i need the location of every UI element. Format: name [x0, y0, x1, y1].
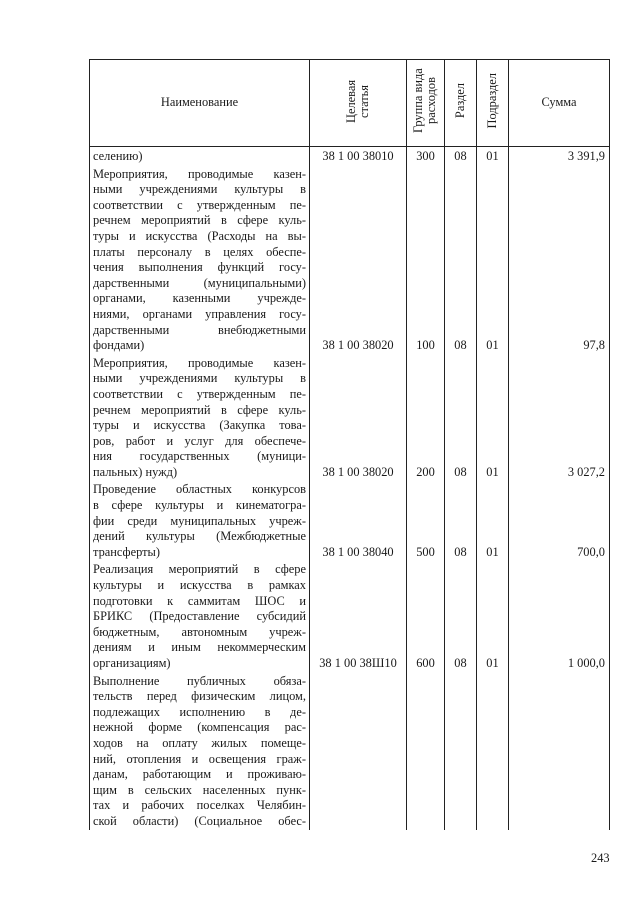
row-expense-group-value: 500	[416, 544, 435, 559]
row-subsection-value: 01	[486, 338, 499, 353]
header-expense-group: Группа вида расходов	[407, 60, 445, 147]
row-name-line: чения выполнения функций госу-	[93, 260, 306, 275]
row-expense-group	[407, 672, 445, 830]
row-subsection	[477, 672, 509, 830]
row-name-line: бюджетным, автономным учреж-	[93, 624, 306, 639]
row-name	[90, 165, 310, 354]
row-section	[445, 480, 477, 560]
row-expense-group-value: 300	[416, 149, 435, 163]
row-name-line: подлежащих исполнению в де-	[93, 704, 306, 719]
row-sum-value: 97,8	[583, 338, 605, 353]
row-name-line: БРИКС (Предоставление субсидий	[93, 609, 306, 624]
row-section	[445, 672, 477, 830]
row-expense-group	[407, 147, 445, 165]
header-section: Раздел	[445, 60, 477, 147]
row-article	[310, 560, 407, 671]
row-article-value: 38 1 00 38040	[322, 544, 394, 559]
row-name-line: фии среди муниципальных учреж-	[93, 513, 306, 528]
row-name-line: пальных) нужд)	[93, 464, 178, 479]
row-sum-value: 3 027,2	[567, 464, 605, 479]
header-article: Целевая статья	[310, 60, 407, 147]
row-name-line: Реализация мероприятий в сфере	[93, 562, 306, 577]
row-name-line: Мероприятия, проводимые казен-	[93, 166, 306, 181]
row-subsection	[477, 165, 509, 354]
row-name-line: ными учреждениями культуры в	[93, 182, 306, 197]
row-subsection	[477, 480, 509, 560]
row-sum-value: 700,0	[577, 544, 605, 559]
row-name-line: Проведение областных конкурсов	[93, 482, 306, 497]
row-name-line: ными учреждениями культуры в	[93, 371, 306, 386]
row-sum	[509, 560, 610, 671]
table-body	[90, 147, 610, 830]
row-expense-group	[407, 560, 445, 671]
row-name-line: платы персоналу в целях обеспе-	[93, 244, 306, 259]
row-name-line: Мероприятия, проводимые казен-	[93, 355, 306, 370]
row-section-value: 08	[454, 464, 467, 479]
row-expense-group	[407, 354, 445, 481]
row-section-value: 08	[454, 338, 467, 353]
row-section	[445, 147, 477, 165]
row-name-line: ниями, органами управления госу-	[93, 306, 306, 321]
row-name-line: культуры и искусства в рамках	[93, 578, 306, 593]
row-article-value: 38 1 00 38010	[322, 149, 394, 163]
row-sum-value: 1 000,0	[567, 656, 605, 670]
table-row	[90, 147, 610, 165]
row-name-line: в сфере культуры и кинематогра-	[93, 498, 306, 513]
row-section	[445, 560, 477, 671]
row-section-value: 08	[454, 544, 467, 559]
row-article	[310, 147, 407, 165]
row-sum	[509, 165, 610, 354]
row-section	[445, 165, 477, 354]
row-subsection	[477, 354, 509, 481]
row-name-line: Выполнение публичных обяза-	[93, 673, 306, 688]
row-name-line: ходов на оплату жилых помеще-	[93, 735, 306, 750]
row-sum	[509, 147, 610, 165]
header-subsection: Подраздел	[477, 60, 509, 147]
row-name	[90, 560, 310, 671]
table-row	[90, 354, 610, 481]
row-subsection-value: 01	[486, 656, 499, 670]
row-subsection	[477, 560, 509, 671]
row-name-line: речнем мероприятий в сфере куль-	[93, 213, 306, 228]
row-name	[90, 147, 310, 165]
row-name-line: дениям и иным некоммерческим	[93, 640, 306, 655]
row-name-line: фондами)	[93, 338, 145, 353]
row-subsection-value: 01	[486, 149, 499, 163]
row-name-line: соответствии с утвержденным пе-	[93, 197, 306, 212]
row-name-line: селению)	[93, 149, 143, 163]
row-name-line: тельств перед физическим лицом,	[93, 689, 306, 704]
row-expense-group-value: 100	[416, 338, 435, 353]
row-subsection-value: 01	[486, 544, 499, 559]
row-section-value: 08	[454, 149, 467, 163]
row-name-line: трансферты)	[93, 544, 160, 559]
row-name-line: данам, работающим и проживаю-	[93, 767, 306, 782]
table-row	[90, 165, 610, 354]
row-article-value: 38 1 00 38Ш10	[319, 656, 397, 670]
row-expense-group	[407, 165, 445, 354]
table-row	[90, 480, 610, 560]
row-article	[310, 480, 407, 560]
row-name	[90, 354, 310, 481]
row-name-line: ний, отопления и освещения граж-	[93, 751, 306, 766]
row-name-line: соответствии с утвержденным пе-	[93, 386, 306, 401]
row-sum-value: 3 391,9	[567, 149, 605, 163]
row-name-line: ров, работ и услуг для обеспече-	[93, 433, 306, 448]
table-header-row	[90, 60, 610, 147]
row-sum	[509, 354, 610, 481]
row-section-value: 08	[454, 656, 467, 670]
row-article	[310, 165, 407, 354]
row-name-line: тах и рабочих поселках Челябин-	[93, 798, 306, 813]
budget-table	[89, 59, 610, 830]
row-subsection-value: 01	[486, 464, 499, 479]
row-sum	[509, 672, 610, 830]
row-name-line: дарственными (муниципальными)	[93, 275, 306, 290]
row-name-line: органами, казенными учрежде-	[93, 291, 306, 306]
row-name-line: организациям)	[93, 656, 171, 670]
row-section	[445, 354, 477, 481]
row-name	[90, 480, 310, 560]
row-name-line: речнем мероприятий в сфере куль-	[93, 402, 306, 417]
row-name-line: туры и искусства (Закупка това-	[93, 418, 306, 433]
row-subsection	[477, 147, 509, 165]
header-sum: Сумма	[509, 60, 610, 147]
row-article	[310, 672, 407, 830]
row-name-line: дений культуры (Межбюджетные	[93, 529, 306, 544]
row-expense-group-value: 600	[416, 656, 435, 670]
row-expense-group	[407, 480, 445, 560]
row-name-line: ния государственных (муници-	[93, 449, 306, 464]
row-name-line: туры и искусства (Расходы на вы-	[93, 228, 306, 243]
row-sum	[509, 480, 610, 560]
row-name-line: дарственными внебюджетными	[93, 322, 306, 337]
row-article-value: 38 1 00 38020	[322, 338, 394, 353]
row-name-line: подготовки к саммитам ШОС и	[93, 593, 306, 608]
row-article-value: 38 1 00 38020	[322, 464, 394, 479]
table-row	[90, 672, 610, 830]
row-name-line: щим в сельских населенных пунк-	[93, 782, 306, 797]
page-number: 243	[591, 851, 610, 865]
row-article	[310, 354, 407, 481]
row-name	[90, 672, 310, 830]
row-name-line: нежной форме (компенсация рас-	[93, 720, 306, 735]
row-name-line: ской области) (Социальное обес-	[93, 813, 306, 828]
row-expense-group-value: 200	[416, 464, 435, 479]
table-row	[90, 560, 610, 671]
header-name: Наименование	[90, 60, 310, 147]
